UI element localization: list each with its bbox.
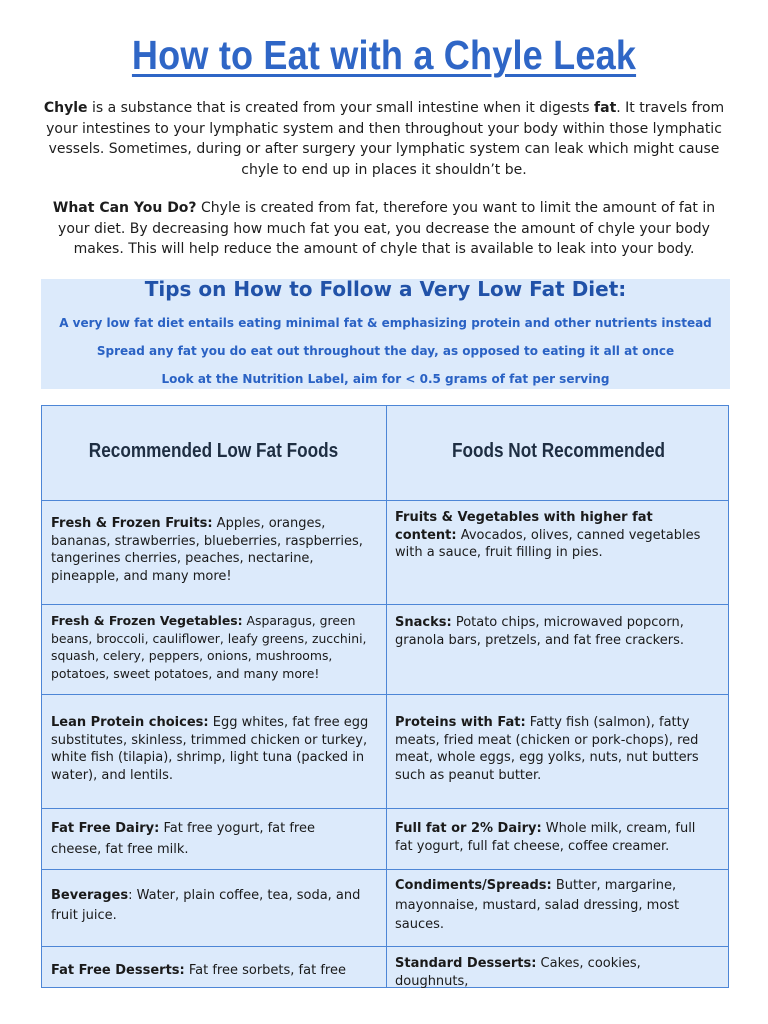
intro-paragraph (40, 98, 728, 180)
row-divider (42, 869, 728, 870)
cell-text: Fatty fish (salmon), fatty meats, fried meat (chicken or pork-chops), red meat, whole eggs, egg yolks, nuts, nut butters such as peanut butter. (395, 715, 699, 783)
table-cell-proteins-with-fat (395, 714, 713, 784)
tips-title: Tips on How to Follow a Very Low Fat Diet: (144, 277, 627, 301)
cell-text: Egg whites, fat free egg substitutes, skinless, trimmed chicken or turkey, white fish (tilapia), shrimp, light tuna (packed in water), and lentils. (51, 715, 369, 783)
intro-text-a: is a substance that is created from your small intestine when it digests (87, 100, 595, 116)
cell-label: Full fat or 2% Dairy: (395, 821, 542, 836)
row-divider (42, 500, 728, 501)
tip-item: Spread any fat you do eat out throughout the day, as opposed to eating it all at once (96, 344, 675, 358)
table-cell-snacks (395, 614, 713, 649)
cell-text: Whole milk, cream, full fat yogurt, full fat cheese, coffee creamer. (395, 821, 696, 854)
intro-text-b: . It travels from your intestines to your lymphatic system and then throughout your body within those lymphatic vessels. Sometimes, during or after surgery your lymphatic system can leak which might cause chyle to end up in places it shouldn’t be. (46, 100, 725, 178)
column-divider (386, 406, 387, 987)
column-header-not-recommended: Foods Not Recommended (451, 440, 666, 462)
cell-label: Fat Free Desserts: (51, 963, 185, 978)
tip-item: Look at the Nutrition Label, aim for < 0.5 grams of fat per serving (161, 372, 610, 386)
cell-label: Fresh & Frozen Vegetables: (51, 613, 243, 628)
row-divider (42, 808, 728, 809)
table-cell-beverages (51, 886, 369, 926)
cell-label: Condiments/Spreads: (395, 878, 552, 893)
table-cell-lean-protein (51, 714, 369, 784)
page-title: How to Eat with a Chyle Leak (131, 32, 637, 78)
chyle-term: Chyle (43, 100, 88, 116)
table-cell-fat-free-desserts (51, 962, 369, 980)
cell-label: Lean Protein choices: (51, 715, 209, 730)
food-table (41, 405, 729, 988)
table-cell-full-fat-dairy (395, 820, 713, 855)
row-divider (42, 604, 728, 605)
table-cell-standard-desserts (395, 955, 713, 990)
cell-label: Fat Free Dairy: (51, 821, 160, 836)
cell-text: Potato chips, microwaved popcorn, granola bars, pretzels, and fat free crackers. (395, 615, 684, 648)
cell-text: Fat free sorbets, fat free (184, 963, 346, 978)
fat-term: fat (594, 100, 617, 116)
cell-text: Avocados, olives, canned vegetables with a sauce, fruit filling in pies. (395, 527, 701, 560)
column-header-recommended: Recommended Low Fat Foods (88, 440, 339, 462)
table-cell-vegetables (51, 612, 369, 682)
cell-label: Fruits & Vegetables with higher fat content: (395, 510, 653, 543)
cell-text: : Water, plain coffee, tea, soda, and fruit juice. (51, 888, 361, 923)
cell-label: Fresh & Frozen Fruits: (51, 516, 213, 531)
row-divider (42, 946, 728, 947)
tip-item: A very low fat diet entails eating minimal fat & emphasizing protein and other nutrients instead (59, 316, 712, 330)
cell-label: Beverages (51, 888, 129, 903)
cell-label: Standard Desserts: (395, 956, 537, 971)
table-cell-condiments (395, 876, 713, 935)
what-can-you-do-paragraph (40, 198, 728, 260)
cell-text: Asparagus, green beans, broccoli, cauliflower, leafy greens, zucchini, squash, celery, peppers, onions, mushrooms, potatoes, sweet potatoes, and many more! (51, 613, 367, 681)
what-can-you-do-label: What Can You Do? (52, 200, 197, 216)
cell-text: Fat free yogurt, fat free cheese, fat free milk. (51, 821, 315, 857)
table-cell-fat-free-dairy (51, 818, 369, 860)
table-cell-fruits (51, 515, 369, 585)
what-can-you-do-text: Chyle is created from fat, therefore you want to limit the amount of fat in your diet. By decreasing how much fat you eat, you decrease the amount of chyle your body makes. This will help reduce the amount of chyle that is available to leak into your body. (58, 200, 716, 257)
cell-label: Snacks: (395, 615, 452, 630)
cell-text: Butter, margarine, mayonnaise, mustard, salad dressing, most sauces. (395, 878, 680, 932)
cell-text: Apples, oranges, bananas, strawberries, blueberries, raspberries, tangerines cherries, peaches, nectarine, pineapple, and many more! (51, 516, 363, 584)
tips-box (41, 279, 730, 389)
cell-text: Cakes, cookies, doughnuts, (395, 956, 641, 989)
table-cell-high-fat-produce (395, 509, 713, 562)
cell-label: Proteins with Fat: (395, 715, 526, 730)
row-divider (42, 694, 728, 695)
